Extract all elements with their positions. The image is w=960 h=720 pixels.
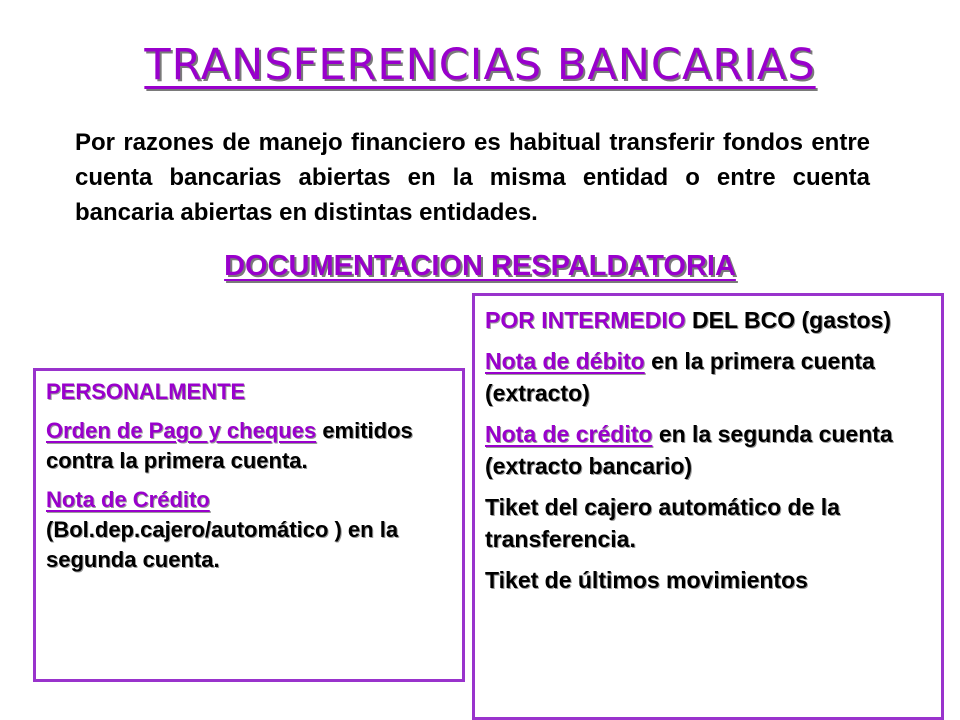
debit-note-link[interactable]: Nota de débito [485,348,645,374]
bank-intermediary-heading [485,304,931,336]
payment-order-link[interactable]: Orden de Pago y cheques [46,418,317,443]
credit-note-link[interactable]: Nota de crédito [485,421,653,447]
section-subtitle [0,250,960,283]
bank-intermediary-box [472,293,944,720]
credit-note-item [485,418,931,482]
debit-note-text: en la primera cuenta (extracto) [485,348,875,406]
last-movements-item: Tiket de últimos movimientos [485,567,808,593]
credit-slip-link[interactable]: Nota de Crédito [46,487,210,512]
heading-rest: DEL BCO (gastos) [692,307,891,333]
personal-box [33,368,465,682]
credit-slip-item [46,485,452,575]
credit-slip-text: (Bol.dep.cajero/automático ) en la segunda cuenta. [46,517,399,572]
personal-heading: PERSONALMENTE [46,379,246,404]
section-subtitle-text: DOCUMENTACION RESPALDATORIA [224,250,736,282]
slide-title-text: TRANSFERENCIAS BANCARIAS [144,40,816,90]
credit-note-text: en la segunda cuenta (extracto bancario) [485,421,893,479]
payment-order-item [46,416,452,476]
intro-paragraph: Por razones de manejo financiero es habitual transferir fondos entre cuenta bancarias abiertas en la misma entidad o entre cuenta bancaria abiertas en distintas entidades. [75,129,870,226]
debit-note-item [485,345,931,409]
slide-title [0,40,960,90]
heading-accent: POR INTERMEDIO [485,307,686,333]
atm-ticket-item: Tiket del cajero automático de la transferencia. [485,494,840,552]
payment-order-text: emitidos contra la primera cuenta. [46,418,413,473]
